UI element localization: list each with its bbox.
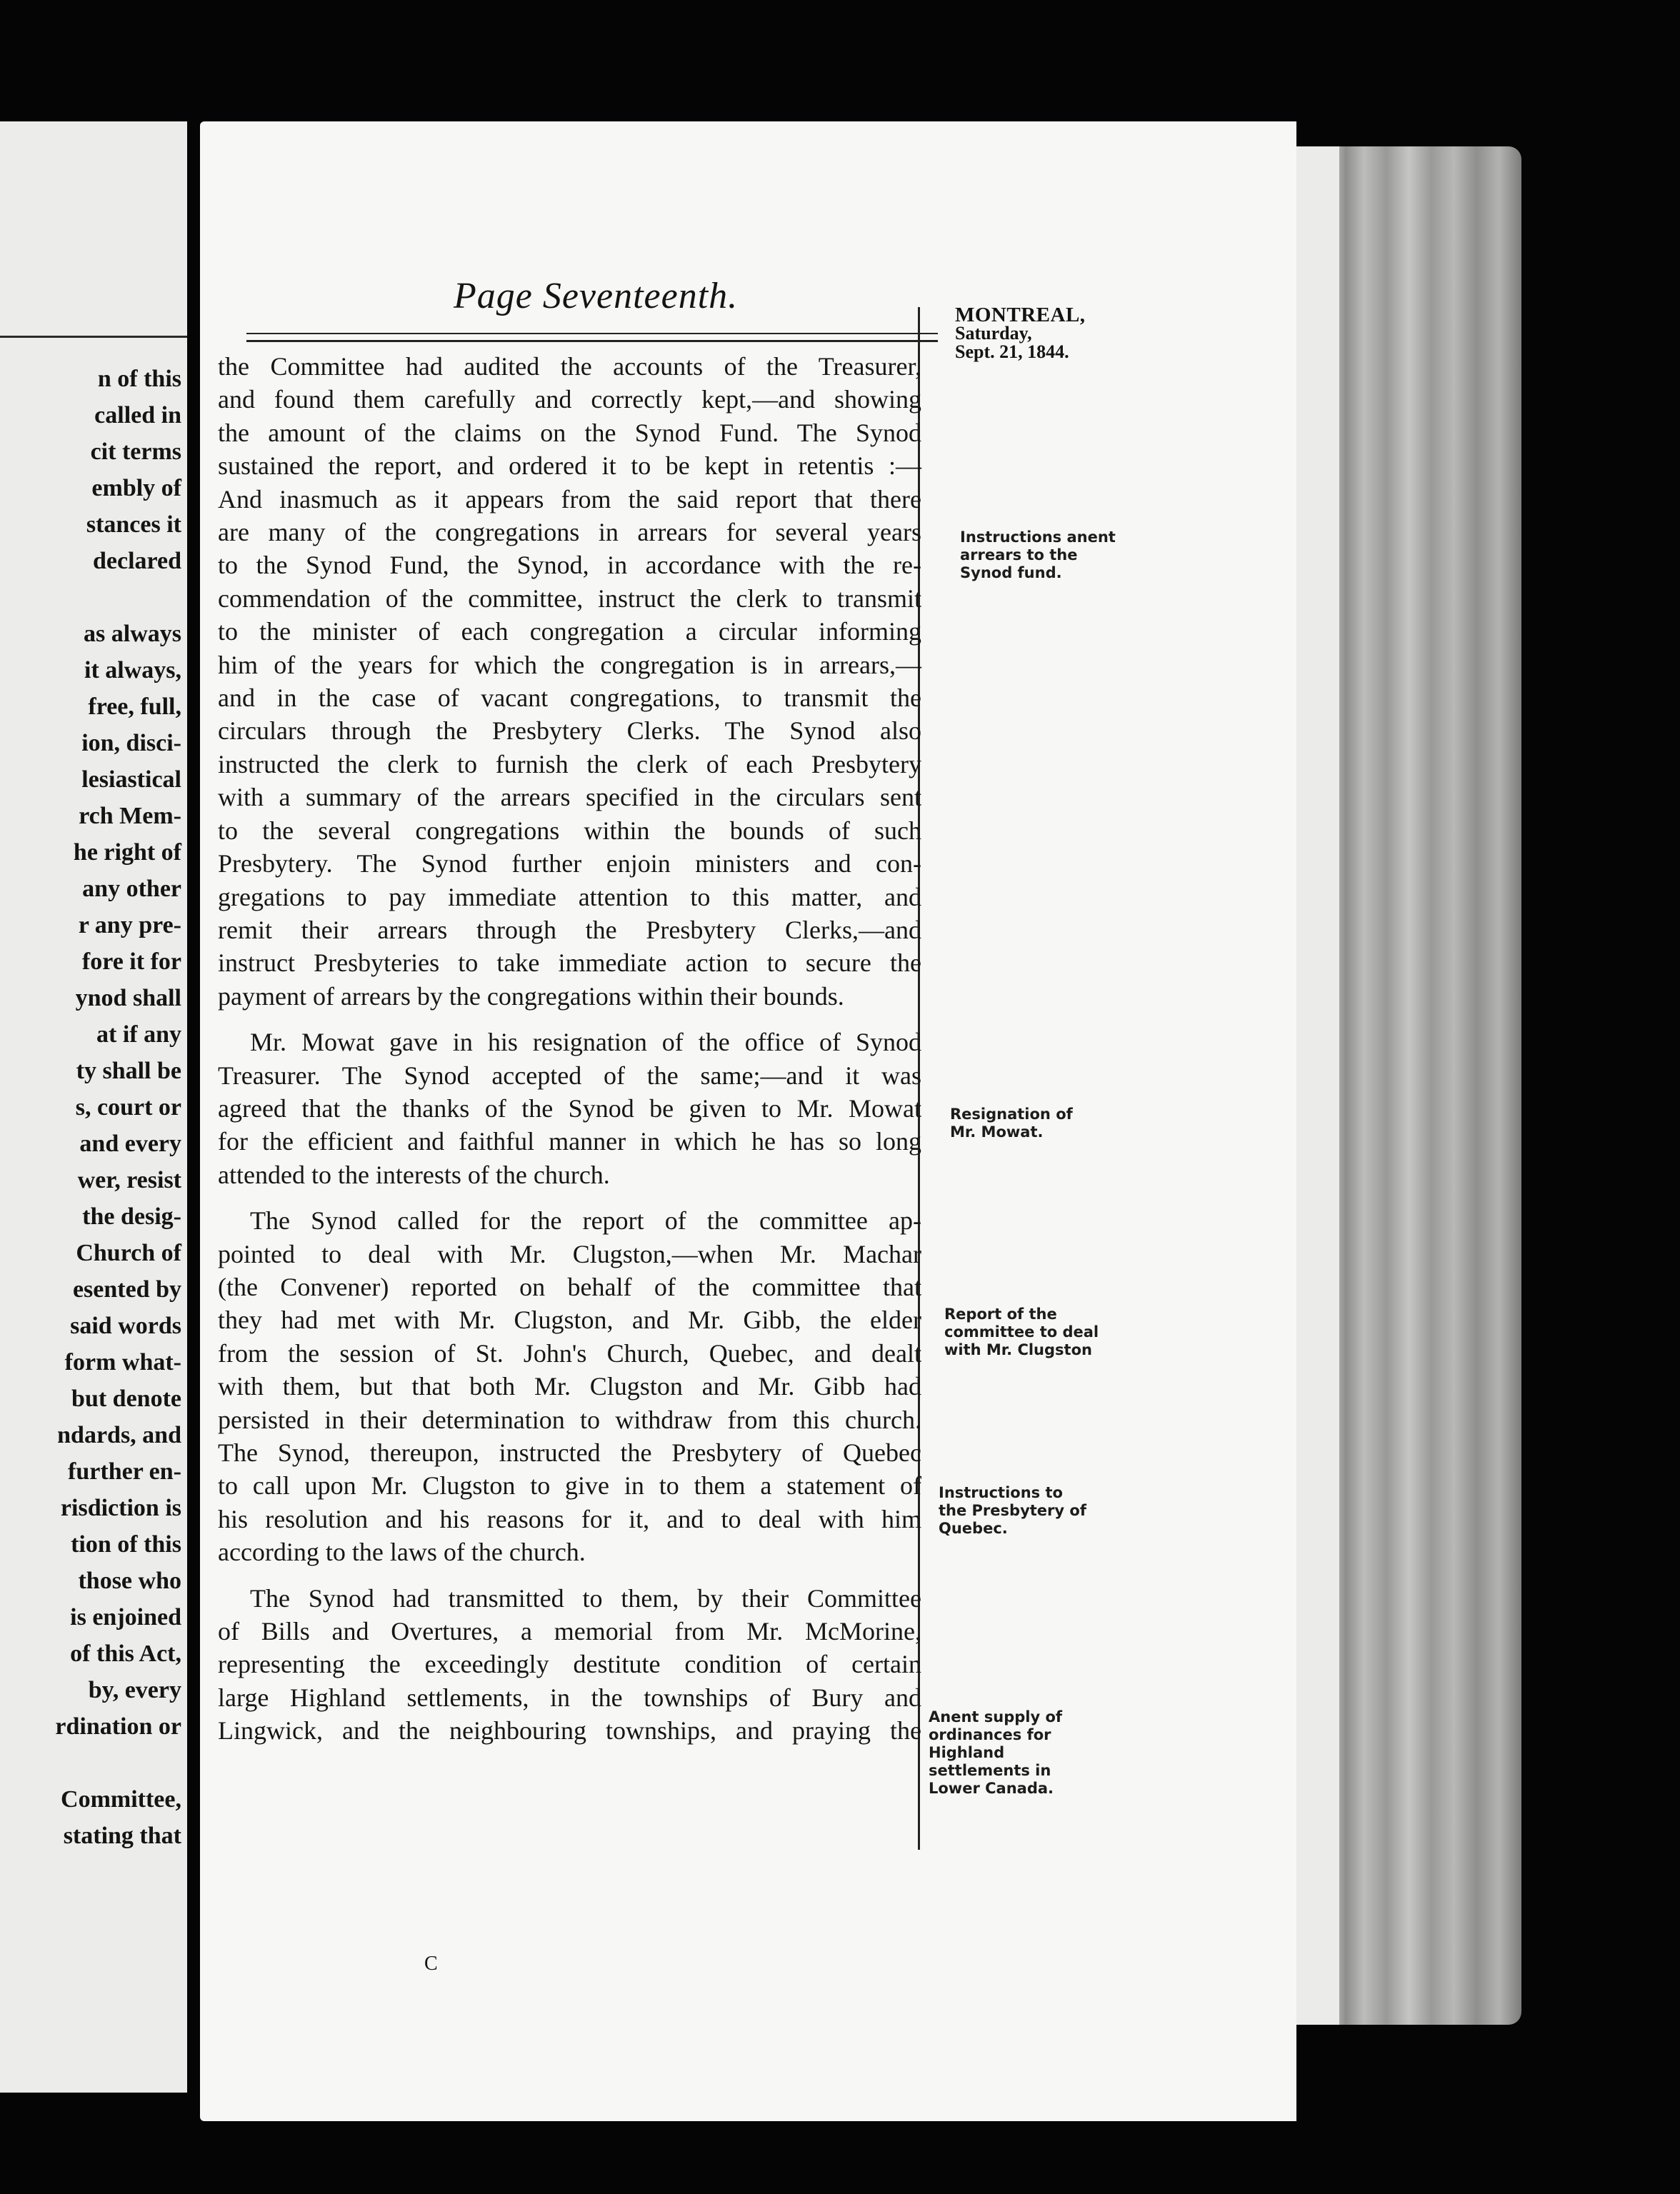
text-line: with them, but that both Mr. Clugston and Mr. Gibb had <box>218 1372 921 1401</box>
text-line: sustained the report, and ordered it to be kept in retentis :— <box>218 451 921 481</box>
note-line: the Presbytery of <box>939 1502 1086 1519</box>
text-line: they had met with Mr. Clugston, and Mr. Gibb, the elder <box>218 1306 921 1335</box>
margin-note-synod-fund <box>960 529 1116 582</box>
left-line: the desig- <box>82 1203 181 1230</box>
left-line: as always <box>84 621 181 647</box>
text-line: are many of the congregations in arrears for several years <box>218 518 921 547</box>
text-line: The Synod had transmitted to them, by their Committee <box>250 1583 921 1613</box>
paragraph-clugston-report <box>218 1204 921 1568</box>
note-line: settlements in <box>929 1762 1051 1779</box>
left-line: stating that <box>63 1823 181 1849</box>
left-line: ndards, and <box>57 1422 181 1448</box>
date-day: Saturday, <box>955 323 1032 344</box>
left-line: said words <box>70 1313 181 1339</box>
text-line: from the session of St. John's Church, Quebec, and dealt <box>218 1338 921 1368</box>
text-line: for the efficient and faithful manner in which he has so long <box>218 1127 921 1156</box>
note-line: arrears to the <box>960 546 1078 563</box>
left-line: free, full, <box>88 693 181 720</box>
note-line: Synod fund. <box>960 564 1062 581</box>
left-line: of this Act, <box>70 1641 181 1667</box>
text-line: large Highland settlements, in the townships of Bury and <box>218 1683 921 1712</box>
left-page-text <box>0 361 181 1854</box>
text-line: attended to the interests of the church. <box>218 1160 610 1189</box>
text-line: Treasurer. The Synod accepted of the same;—and it was <box>218 1061 921 1090</box>
text-line: and found them carefully and correctly kept,—and showing <box>218 385 921 414</box>
left-line: but denote <box>71 1386 181 1412</box>
left-line: any other <box>82 876 181 902</box>
note-line: Mr. Mowat. <box>950 1123 1044 1141</box>
left-line: wer, resist <box>77 1167 181 1193</box>
left-line: and every <box>79 1131 181 1157</box>
text-line: to the Synod Fund, the Synod, in accordance with the re- <box>218 551 921 580</box>
text-line: according to the laws of the church. <box>218 1538 586 1567</box>
text-line: instructed the clerk to furnish the clerk of each Presbytery <box>218 749 921 778</box>
left-line: by, every <box>88 1677 181 1703</box>
left-facing-page <box>0 121 187 2093</box>
left-line: ion, disci- <box>81 730 181 756</box>
text-line: The Synod called for the report of the committee ap- <box>250 1206 921 1236</box>
note-line: Anent supply of <box>929 1708 1063 1725</box>
margin-note-quebec <box>939 1484 1086 1538</box>
date-heading <box>955 306 1086 361</box>
left-line: those who <box>78 1568 181 1594</box>
date-place: MONTREAL, <box>955 304 1086 326</box>
left-line: he right of <box>73 839 181 866</box>
left-line: tion of this <box>71 1531 181 1558</box>
note-line: committee to deal <box>944 1323 1099 1341</box>
text-line: commendation of the committee, instruct the clerk to transmit <box>218 583 921 613</box>
left-line: risdiction is <box>60 1495 181 1521</box>
margin-note-highland <box>929 1708 1062 1798</box>
margin-note-mowat <box>950 1106 1073 1141</box>
left-line: Committee, <box>61 1786 181 1813</box>
text-line: with a summary of the arrears specified in the circulars sent <box>218 783 921 812</box>
text-line: agreed that the thanks of the Synod be given to Mr. Mowat <box>218 1093 921 1123</box>
text-line: the Committee had audited the accounts of the Treasurer, <box>218 352 921 381</box>
note-line: Instructions anent <box>960 529 1116 546</box>
left-line: r any pre- <box>78 912 181 938</box>
left-line: esented by <box>72 1276 181 1303</box>
text-line: the amount of the claims on the Synod Fund. The Synod <box>218 418 921 447</box>
margin-note-clugston <box>944 1306 1099 1359</box>
note-line: Lower Canada. <box>929 1780 1054 1797</box>
note-line: ordinances for <box>929 1726 1051 1743</box>
left-line: n of this <box>97 366 181 392</box>
left-line: called in <box>94 402 181 429</box>
note-line: with Mr. Clugston <box>944 1341 1092 1358</box>
text-line: to call upon Mr. Clugston to give in to them a statement of <box>218 1471 921 1501</box>
text-line: instruct Presbyteries to take immediate action to secure the <box>218 948 921 978</box>
left-line: embly of <box>91 475 181 501</box>
note-line: Highland <box>929 1744 1005 1761</box>
text-line: Mr. Mowat gave in his resignation of the office of Synod <box>250 1028 921 1057</box>
text-line: of Bills and Overtures, a memorial from Mr. McMorine, <box>218 1617 921 1646</box>
text-line: pointed to deal with Mr. Clugston,—when Mr. Machar <box>218 1239 921 1268</box>
note-line: Resignation of <box>950 1106 1073 1123</box>
text-line: Presbytery. The Synod further enjoin ministers and con- <box>218 849 921 878</box>
main-text-column <box>218 350 921 1760</box>
paragraph-mowat-resignation <box>218 1026 921 1191</box>
text-line: his resolution and his reasons for it, and to deal with him <box>218 1504 921 1533</box>
left-gap <box>0 1745 181 1781</box>
text-line: him of the years for which the congregation is in arrears,— <box>218 650 921 679</box>
left-line: it always, <box>84 657 181 683</box>
left-line: further en- <box>68 1458 181 1485</box>
left-line: lesiastical <box>81 766 181 793</box>
left-page-rule <box>0 336 187 338</box>
running-head: Page Seventeenth. <box>454 276 739 316</box>
left-line: is enjoined <box>70 1604 181 1631</box>
text-line: to the minister of each congregation a circular informing <box>218 617 921 646</box>
left-line: ty shall be <box>76 1058 181 1084</box>
note-line: Instructions to <box>939 1484 1063 1501</box>
left-line: declared <box>92 548 181 574</box>
text-line: persisted in their determination to withdraw from this church. <box>218 1405 921 1434</box>
left-line: Church of <box>76 1240 181 1266</box>
left-line: form what- <box>64 1349 181 1376</box>
paragraph-highland-memorial <box>218 1582 921 1748</box>
text-line: gregations to pay immediate attention to this matter, and <box>218 882 921 911</box>
text-line: Lingwick, and the neighbouring townships, and praying the <box>218 1716 921 1745</box>
text-line: remit their arrears through the Presbytery Clerks,—and <box>218 915 921 944</box>
text-line: and in the case of vacant congregations, to transmit the <box>218 683 921 713</box>
text-line: The Synod, thereupon, instructed the Presbytery of Quebec <box>218 1438 921 1467</box>
text-line: (the Convener) reported on behalf of the committee that <box>218 1272 921 1301</box>
paragraph-synod-fund <box>218 350 921 1013</box>
left-gap <box>0 579 181 616</box>
header-double-rule <box>246 333 938 342</box>
left-line: ynod shall <box>75 985 181 1011</box>
text-line: to the several congregations within the bounds of such <box>218 816 921 845</box>
left-line: at if any <box>96 1021 181 1048</box>
text-line: circulars through the Presbytery Clerks. The Synod also <box>218 716 921 746</box>
left-line: rch Mem- <box>79 803 181 829</box>
signature-mark: C <box>424 1953 438 1975</box>
left-line: rdination or <box>55 1713 181 1740</box>
text-line: payment of arrears by the congregations within their bounds. <box>218 981 844 1011</box>
date-date: Sept. 21, 1844. <box>955 341 1069 362</box>
left-line: fore it for <box>81 948 181 975</box>
page-edge-inner <box>1296 146 1339 2025</box>
note-line: Quebec. <box>939 1520 1008 1537</box>
left-line: s, court or <box>75 1094 181 1121</box>
left-line: cit terms <box>90 439 181 465</box>
left-line: stances it <box>86 511 181 538</box>
text-line: And inasmuch as it appears from the said report that there <box>218 484 921 514</box>
note-line: Report of the <box>944 1306 1057 1323</box>
text-line: representing the exceedingly destitute condition of certain <box>218 1650 921 1679</box>
